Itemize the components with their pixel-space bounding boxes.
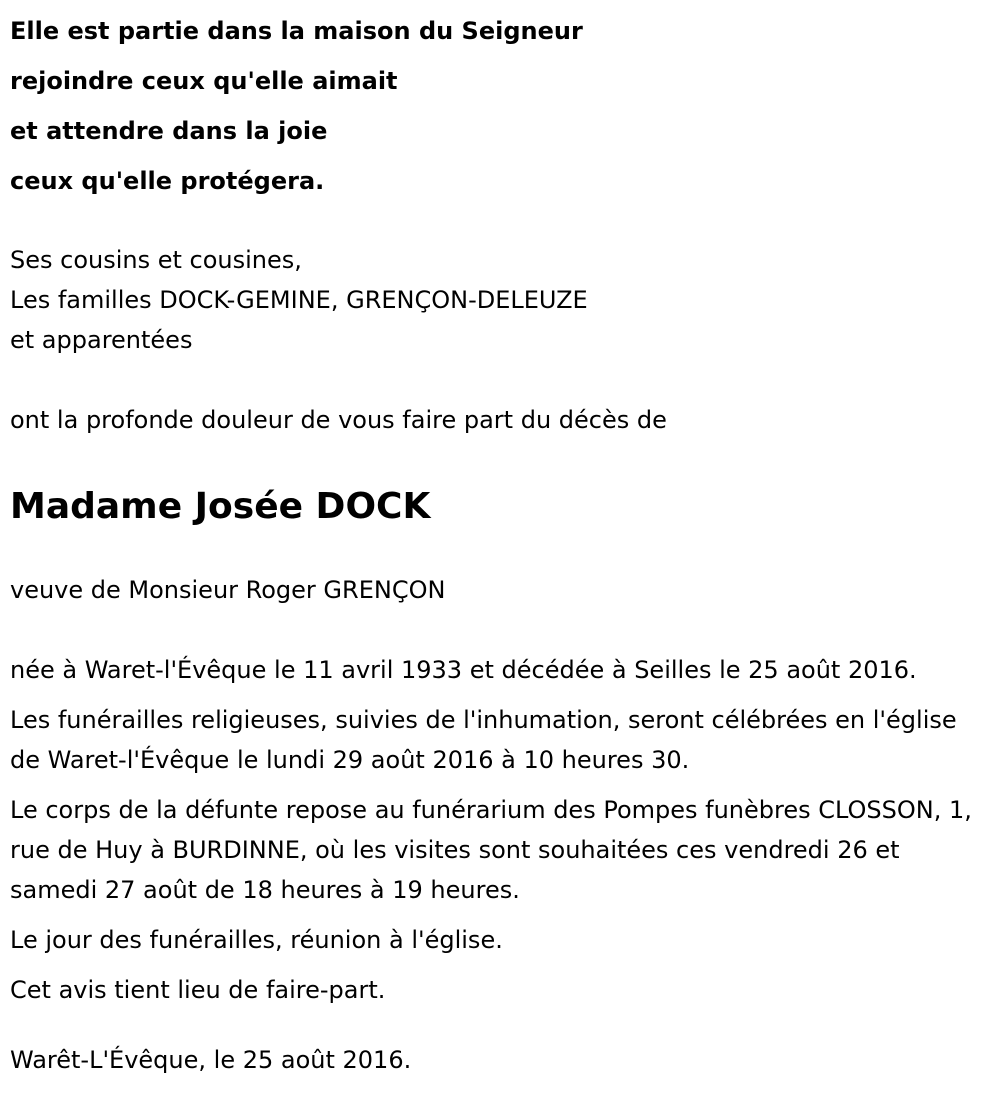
verse-line: ceux qu'elle protégera. — [10, 167, 325, 195]
verse-line: rejoindre ceux qu'elle aimait — [10, 67, 398, 95]
verse-line: et attendre dans la joie — [10, 117, 328, 145]
announcement-text: ont la profonde douleur de vous faire part du décès de — [10, 406, 667, 434]
widow-of-text: veuve de Monsieur Roger GRENÇON — [10, 576, 446, 604]
notice-text: Cet avis tient lieu de faire-part. — [10, 976, 386, 1004]
family-line: Les familles DOCK-GEMINE, GRENÇON-DELEUZE — [10, 286, 588, 314]
family-list — [10, 240, 990, 360]
viewing-text: Le corps de la défunte repose au funérarium des Pompes funèbres CLOSSON, 1, rue de Huy à BURDINNE, où les visites sont souhaitées ces vendredi 26 et samedi 27 août de 18 heures à 19 heures. — [10, 796, 972, 904]
family-line: et apparentées — [10, 326, 193, 354]
place-date-signature: Warêt-L'Évêque, le 25 août 2016. — [10, 1046, 412, 1074]
funeral-text: Les funérailles religieuses, suivies de l'inhumation, seront célébrées en l'église de Waret-l'Évêque le lundi 29 août 2016 à 10 heures 30. — [10, 706, 957, 774]
funeral-details — [10, 650, 990, 1010]
verse-line: Elle est partie dans la maison du Seigneur — [10, 17, 583, 45]
deceased-name: Madame Josée DOCK — [10, 486, 431, 527]
birth-death-text: née à Waret-l'Évêque le 11 avril 1933 et décédée à Seilles le 25 août 2016. — [10, 656, 917, 684]
family-line: Ses cousins et cousines, — [10, 246, 302, 274]
meeting-text: Le jour des funérailles, réunion à l'église. — [10, 926, 503, 954]
religious-verse — [10, 0, 990, 206]
